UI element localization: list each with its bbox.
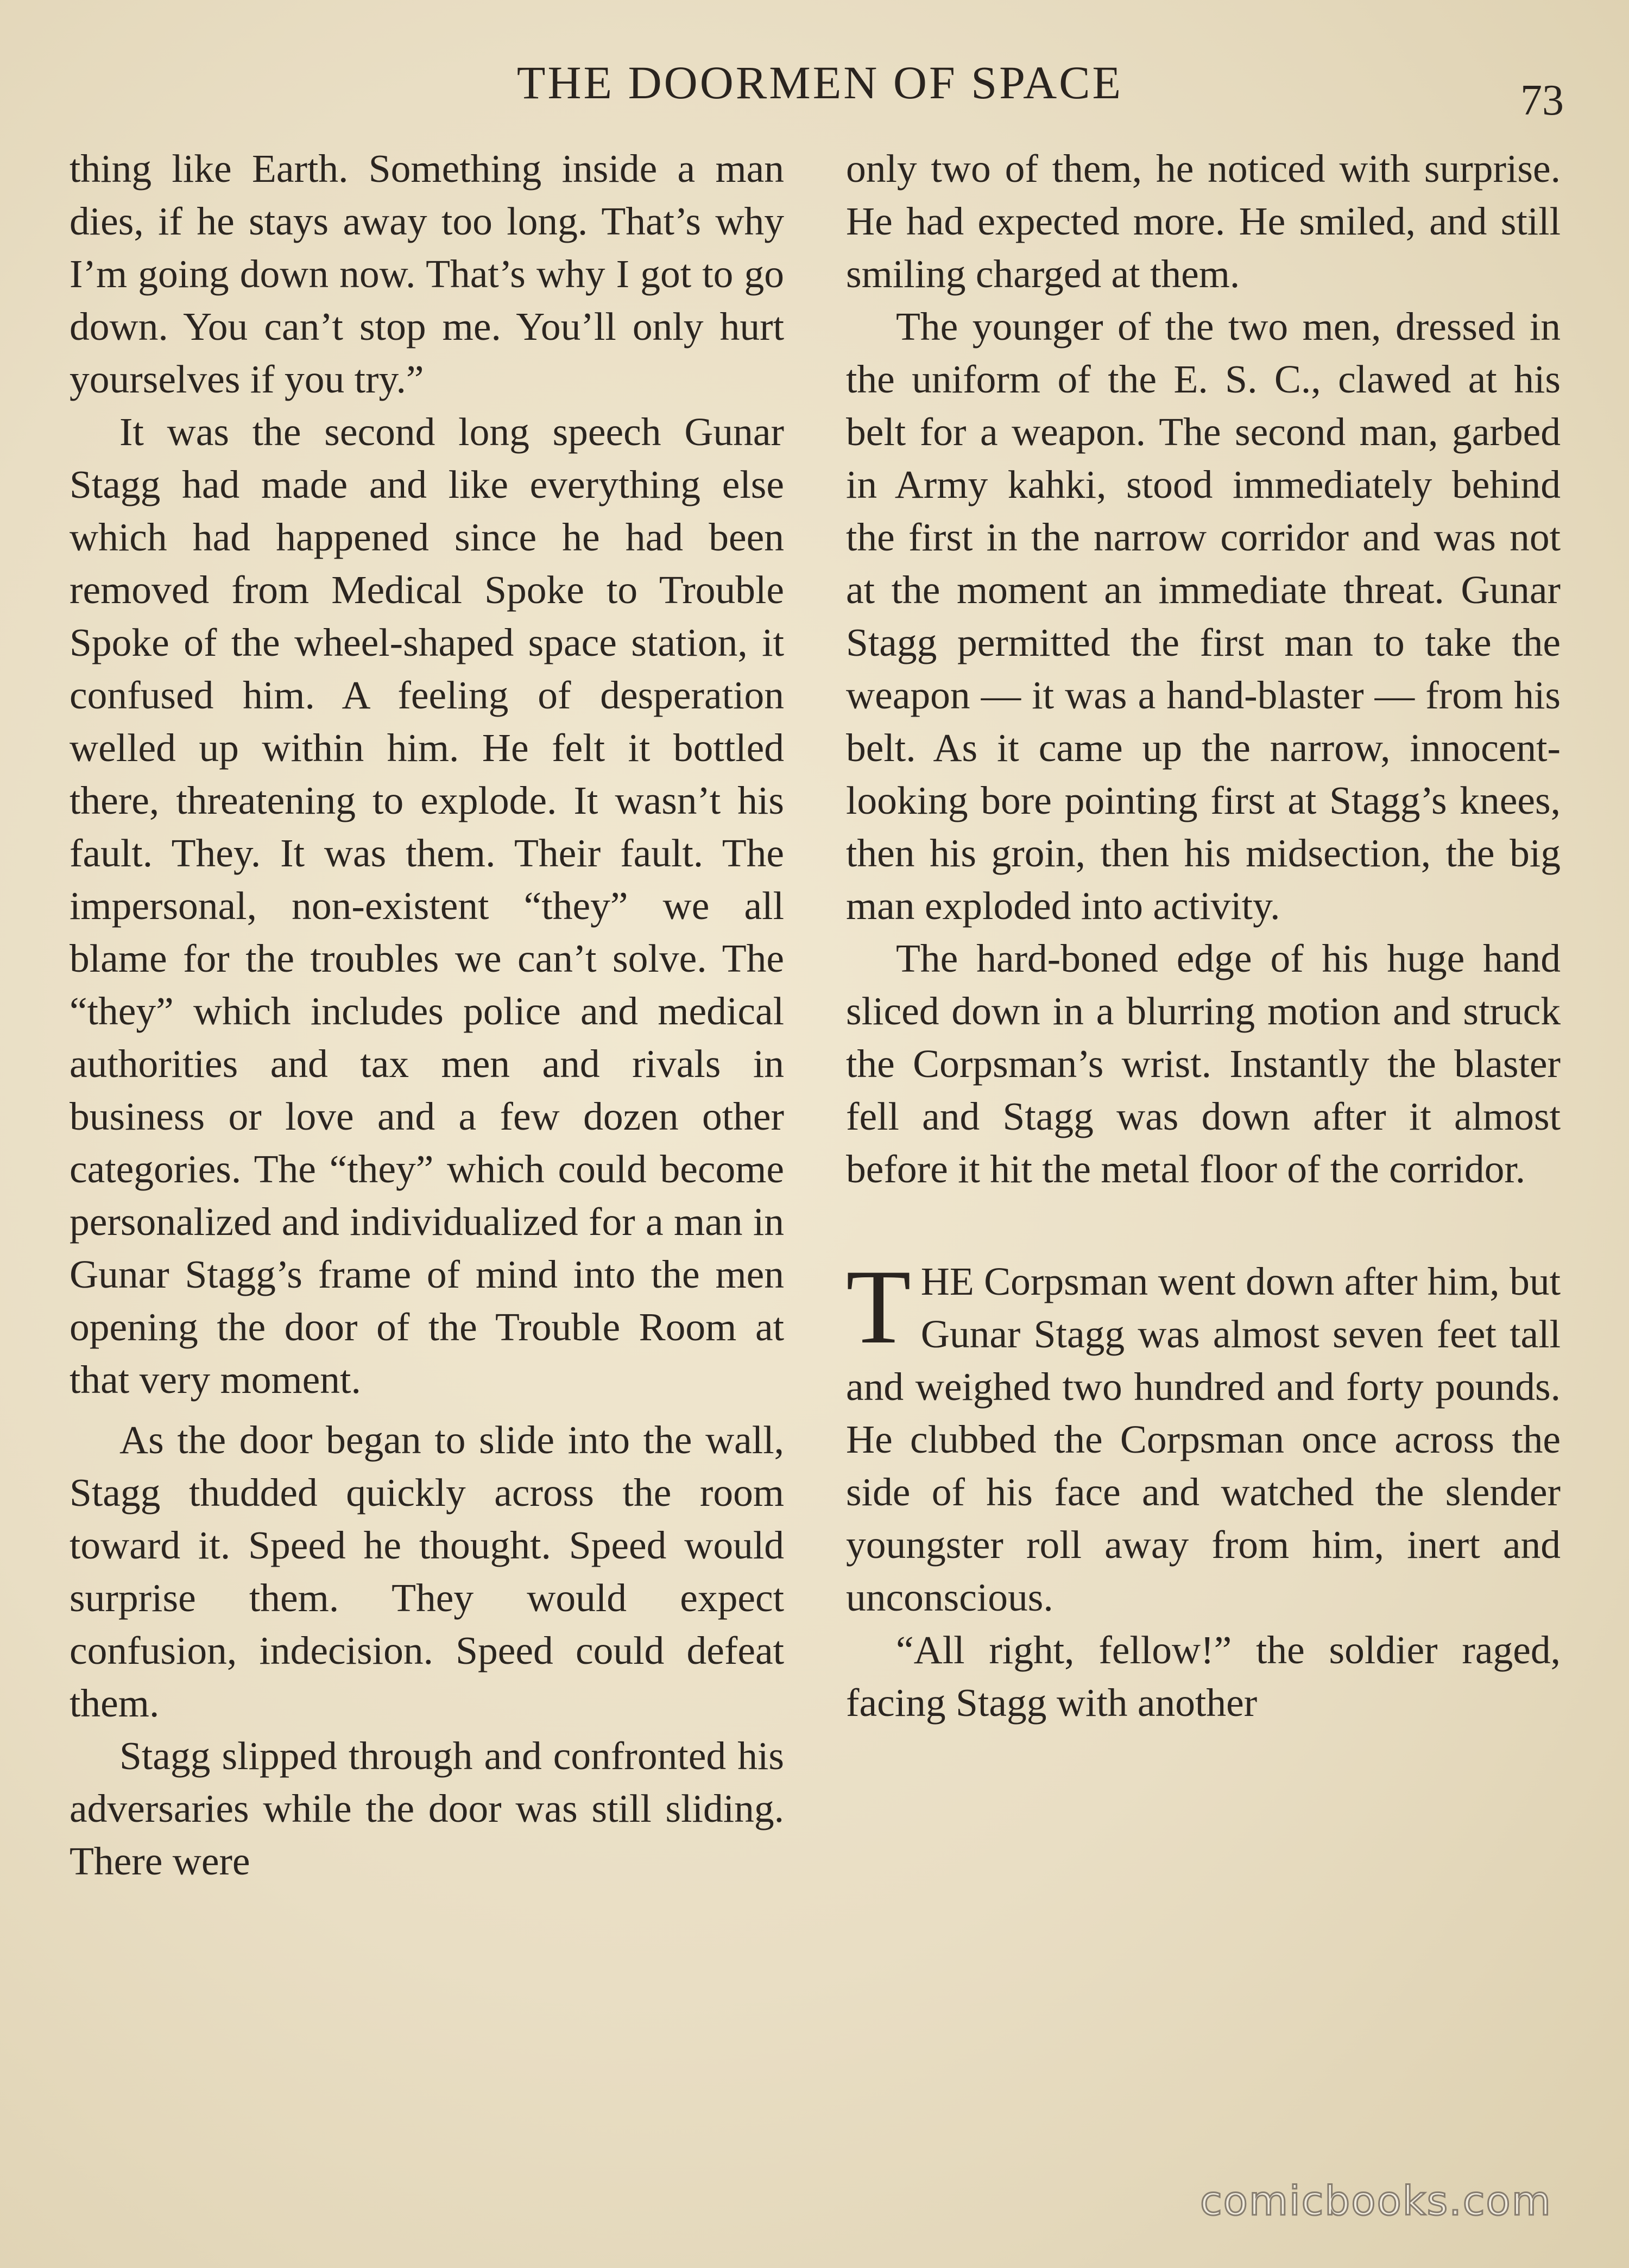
drop-cap: T <box>846 1248 911 1366</box>
paragraph: As the door began to slide into the wall, Stagg thudded quickly across the room toward it. Speed he thought. Speed would surprise them. They would expect confusion, indecision. Speed could defeat them. <box>70 1418 784 1725</box>
left-column <box>70 142 784 1887</box>
running-title: THE DOORMEN OF SPACE <box>516 56 1123 109</box>
paragraph: Stagg slipped through and confronted his adversaries while the door was still sliding. There were <box>70 1734 784 1883</box>
paragraph: The hard-boned edge of his huge hand sliced down in a blurring motion and struck the Corpsman’s wrist. Instantly the blaster fell and Stagg was down after it almost before it hit the metal floor of the corridor. <box>846 936 1561 1191</box>
paragraph: The younger of the two men, dressed in the uniform of the E. S. C., clawed at his belt for a weapon. The second man, garbed in Army kahki, stood immediately behind the first in the narrow corridor and was not at the moment an immediate threat. Gunar Stagg permitted the first man to take the weapon — it was a hand-blaster — from his belt. As it came up the narrow, innocent-looking bore pointing first at Stagg’s knees, then his groin, then his midsection, the big man exploded into activity. <box>846 305 1561 928</box>
page-number: 73 <box>1520 77 1564 124</box>
section-opening-paragraph <box>846 1248 1561 1624</box>
paragraph: “All right, fellow!” the soldier raged, facing Stagg with another <box>846 1628 1561 1725</box>
paragraph-text: HE Corpsman went down after him, but Gunar Stagg was almost seven feet tall and weighed two hundred and forty pounds. He clubbed the Corpsman once across the side of his face and watched the slender youngster roll away from him, inert and unconscious. <box>846 1259 1561 1619</box>
right-column <box>846 142 1561 1729</box>
paragraph: thing like Earth. Something inside a man dies, if he stays away too long. That’s why I’m going down now. That’s why I got to go down. You can’t stop me. You’ll only hurt yourselves if you try.” <box>70 147 784 401</box>
site-watermark: comicbooks.com <box>1200 2178 1552 2225</box>
paragraph: only two of them, he noticed with surprise. He had expected more. He smiled, and still smiling charged at them. <box>846 147 1561 296</box>
paragraph: It was the second long speech Gunar Stagg had made and like everything else which had happened since he had been removed from Medical Spoke to Trouble Spoke of the wheel-shaped space station, it confused him. A feeling of desperation welled up within him. He felt it bottled there, threatening to explode. It wasn’t his fault. They. It was them. Their fault. The impersonal, non-existent “they” we all blame for the troubles we can’t solve. The “they” which includes police and medical authorities and tax men and rivals in business or love and a few dozen other categories. The “they” which could become personalized and individualized for a man in Gunar Stagg’s frame of mind into the men opening the door of the Trouble Room at that very moment. <box>70 410 784 1402</box>
